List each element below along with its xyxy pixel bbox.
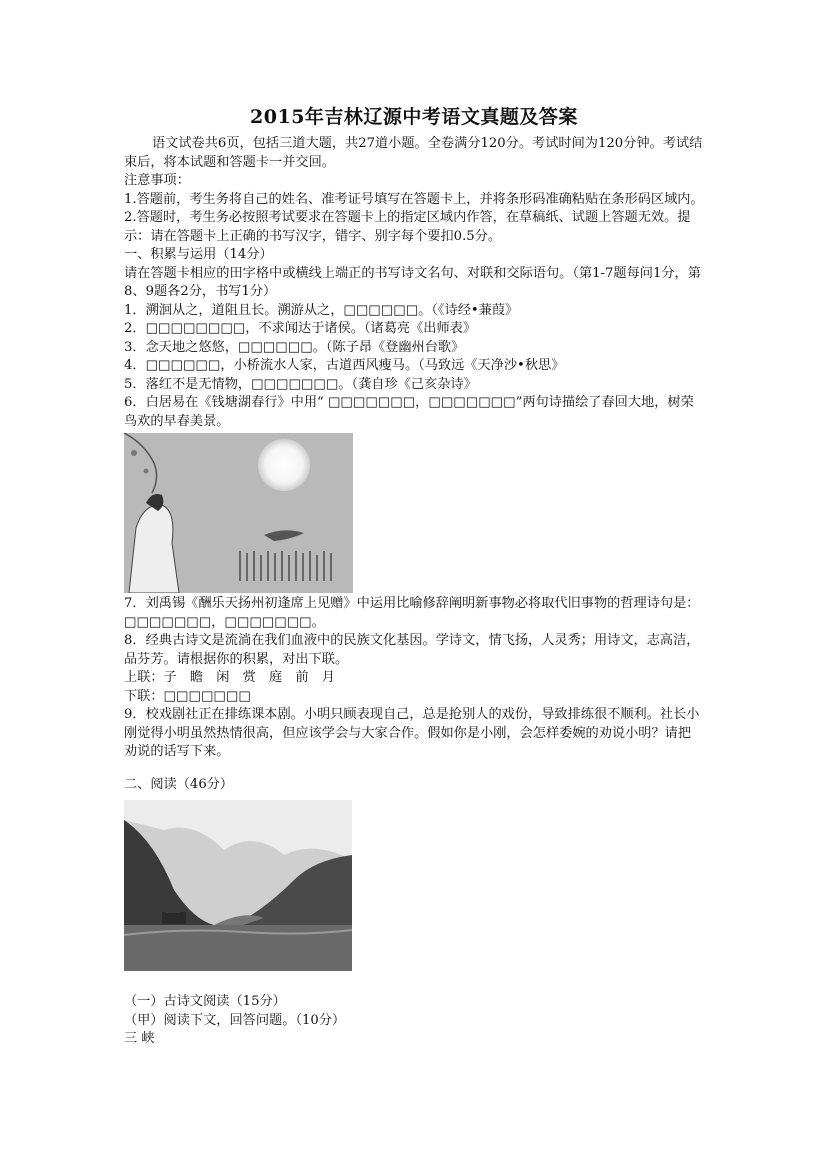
three-gorges-photo bbox=[124, 800, 352, 971]
note-2: 2.答题时，考生务必按照考试要求在答题卡上的指定区域内作答，在草稿纸、试题上答题无效。提示：请在答题卡上正确的书写汉字，错字、别字每个要扣0.5分。 bbox=[124, 210, 691, 244]
subsection-1a-instructions: （甲）阅读下文，回答问题。（10分） bbox=[124, 1012, 346, 1028]
document-title: 2015年吉林辽源中考语文真题及答案 bbox=[250, 106, 578, 128]
section-1-heading: 一、积累与运用（14分） bbox=[124, 247, 273, 262]
question-8: 8．经典古诗文是流淌在我们血液中的民族文化基因。学诗文，情飞扬，人灵秀；用诗文，志高洁，品芬芳。请根据你的积累，对出下联。 bbox=[124, 633, 700, 667]
section-2-heading: 二、阅读（46分） bbox=[124, 776, 234, 792]
passage-title: 三 峡 bbox=[124, 1031, 155, 1046]
question-2: 2．□□□□□□□□，不求闻达于诸侯。（诸葛亮《出师表》 bbox=[124, 321, 477, 336]
question-7: 7．刘禹锡《酬乐天扬州初逢席上见赠》中运用比喻修辞阐明新事物必将取代旧事物的哲理诗句是：□□□□□□□，□□□□□□□。 bbox=[124, 596, 700, 630]
question-3: 3．念天地之悠悠，□□□□□□。（陈子昂《登幽州台歌》 bbox=[124, 339, 465, 355]
document-page bbox=[124, 102, 704, 1049]
question-9: 9．校戏剧社正在排练课本剧。小明只顾表现自己，总是抢别人的戏份，导致排练很不顺利。社长小刚觉得小明虽然热情很高，但应该学会与大家合作。假如你是小刚，会怎样委婉的劝说小明？请把劝说的话写下来。 bbox=[124, 707, 700, 759]
moon-poet-illustration bbox=[124, 433, 353, 593]
question-8-lower-couplet: 下联：□□□□□□□ bbox=[124, 688, 251, 704]
question-8-upper-couplet: 上联：子 瞻 闲 赏 庭 前 月 bbox=[124, 670, 335, 685]
notes-heading: 注意事项： bbox=[124, 173, 190, 188]
subsection-1-heading: （一）古诗文阅读（15分） bbox=[124, 994, 286, 1009]
intro-paragraph: 语文试卷共6页，包括三道大题，共27道小题。全卷满分120分。考试时间为120分钟。考试结束后，将本试题和答题卡一并交回。 bbox=[124, 136, 703, 170]
section-1-instructions: 请在答题卡相应的田字格中或横线上端正的书写诗文名句、对联和交际语句。（第1-7题每问1分，第8、9题各2分，书写1分） bbox=[124, 265, 701, 299]
note-1: 1.答题前，考生务将自己的姓名、准考证号填写在答题卡上，并将条形码准确粘贴在条形码区域内。 bbox=[124, 191, 704, 207]
question-4: 4．□□□□□□，小桥流水人家，古道西风瘦马。（马致远《天净沙•秋思》 bbox=[124, 358, 565, 373]
question-5: 5．落红不是无情物，□□□□□□□。（龚自珍《己亥杂诗》 bbox=[124, 376, 477, 392]
question-6: 6．白居易在《钱塘湖春行》中用“ □□□□□□□，□□□□□□□”两句诗描绘了春回大地，树荣鸟欢的早春美景。 bbox=[124, 395, 694, 429]
question-1: 1．溯洄从之，道阻且长。溯游从之，□□□□□□。（《诗经•蒹葭》 bbox=[124, 302, 519, 318]
